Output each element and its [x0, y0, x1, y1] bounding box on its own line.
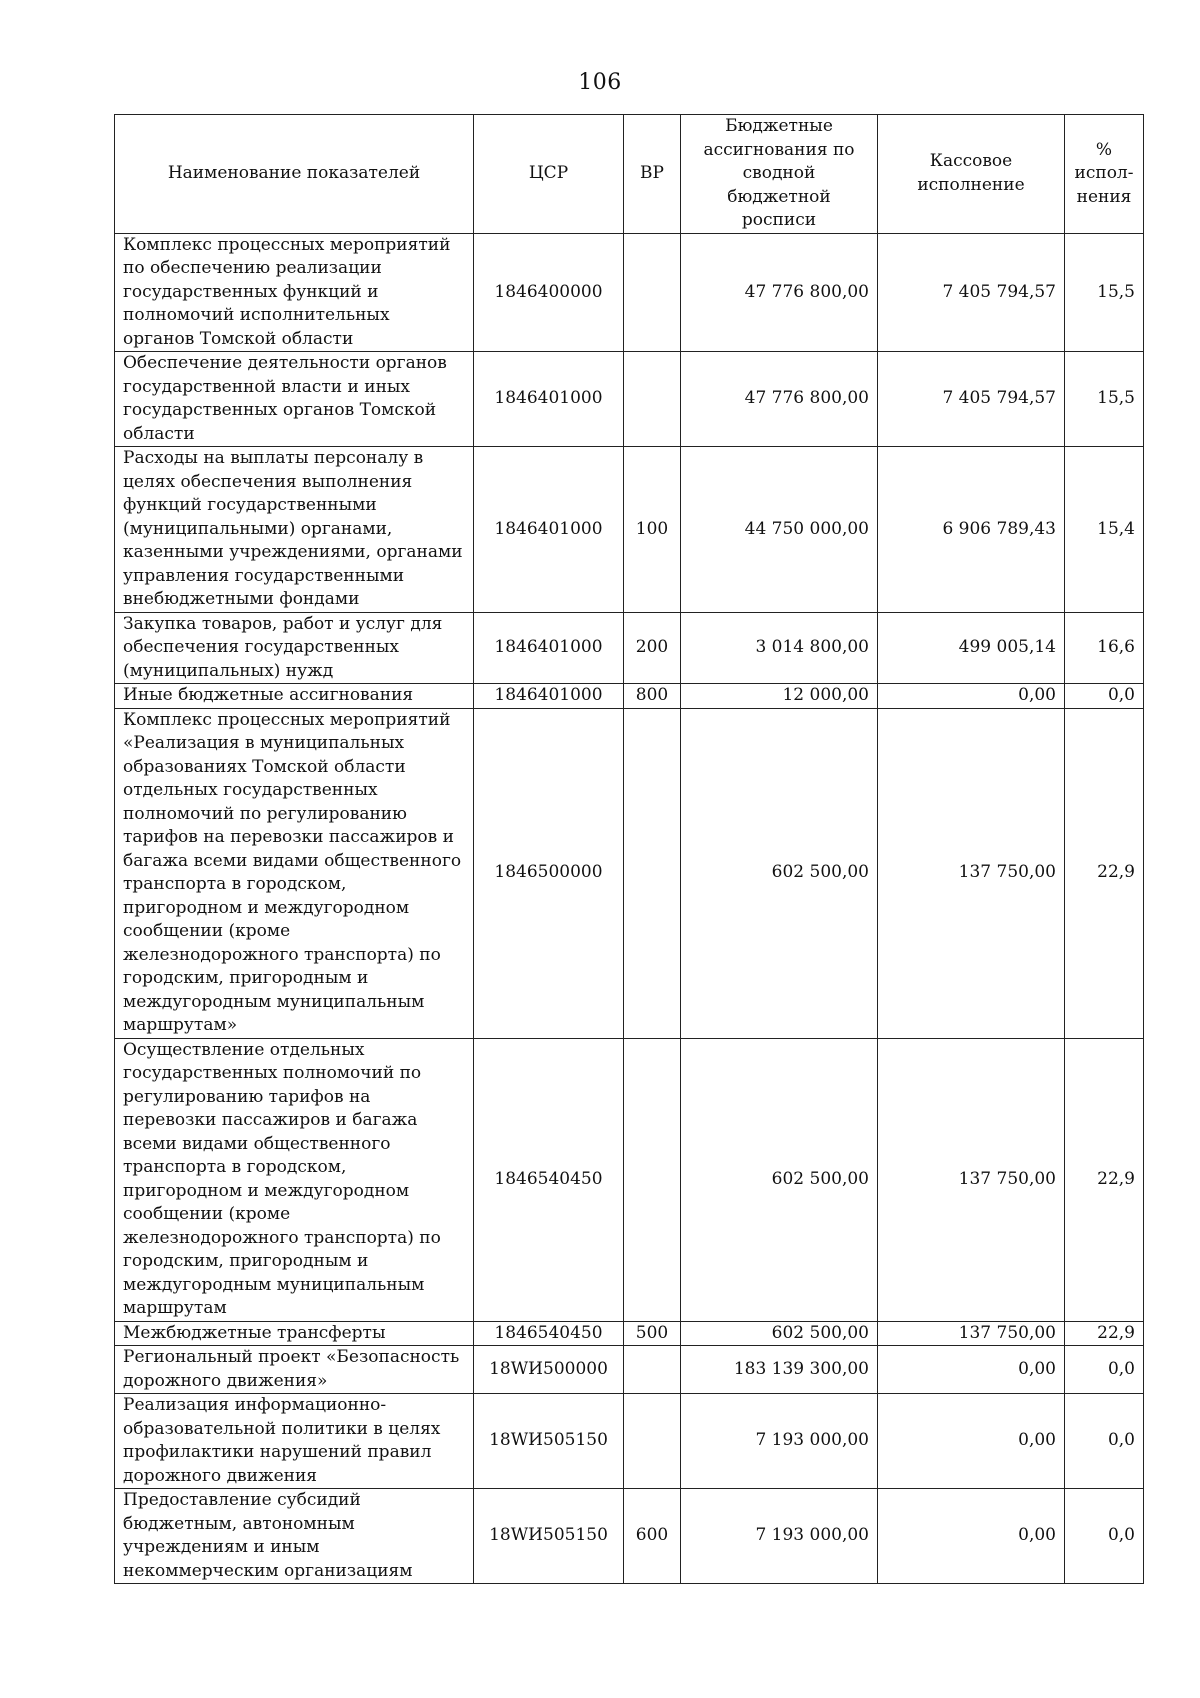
row-vr: 500: [624, 1321, 681, 1346]
row-name: Закупка товаров, работ и услуг для обеспечения государственных (муниципальных) нужд: [115, 612, 474, 684]
row-percent: 0,0: [1065, 1346, 1144, 1394]
table-row: [115, 447, 1144, 613]
table-row: [115, 1346, 1144, 1394]
row-csr: 18WИ505150: [474, 1394, 624, 1489]
row-cash: 137 750,00: [878, 1321, 1065, 1346]
row-cash: 137 750,00: [878, 1038, 1065, 1321]
table-row: [115, 352, 1144, 447]
row-cash: 6 906 789,43: [878, 447, 1065, 613]
row-budget: 602 500,00: [681, 708, 878, 1038]
row-name: Предоставление субсидий бюджетным, автономным учреждениям и иным некоммерческим организациям: [115, 1489, 474, 1584]
table-row: [115, 708, 1144, 1038]
row-name: Комплекс процессных мероприятий по обеспечению реализации государственных функций и полномочий исполнительных органов Томской области: [115, 233, 474, 352]
row-percent: 22,9: [1065, 708, 1144, 1038]
table-row: [115, 1394, 1144, 1489]
page-number: 106: [578, 70, 622, 95]
header-cash: Кассовое исполнение: [878, 115, 1065, 234]
row-cash: 0,00: [878, 1394, 1065, 1489]
table-row: [115, 1321, 1144, 1346]
row-budget: 602 500,00: [681, 1038, 878, 1321]
row-csr: 18WИ500000: [474, 1346, 624, 1394]
row-budget: 47 776 800,00: [681, 352, 878, 447]
header-name: Наименование показателей: [115, 115, 474, 234]
row-percent: 15,4: [1065, 447, 1144, 613]
header-csr: ЦСР: [474, 115, 624, 234]
row-name: Обеспечение деятельности органов государственной власти и иных государственных органов Томской области: [115, 352, 474, 447]
row-csr: 1846540450: [474, 1038, 624, 1321]
row-percent: 22,9: [1065, 1321, 1144, 1346]
row-cash: 137 750,00: [878, 708, 1065, 1038]
row-csr: 1846401000: [474, 352, 624, 447]
row-budget: 47 776 800,00: [681, 233, 878, 352]
row-name: Иные бюджетные ассигнования: [115, 684, 474, 709]
row-percent: 0,0: [1065, 1489, 1144, 1584]
header-vr: ВР: [624, 115, 681, 234]
row-budget: 602 500,00: [681, 1321, 878, 1346]
row-vr: 200: [624, 612, 681, 684]
row-name: Реализация информационно-образовательной политики в целях профилактики нарушений правил дорожного движения: [115, 1394, 474, 1489]
row-csr: 1846401000: [474, 684, 624, 709]
table-row: [115, 233, 1144, 352]
row-percent: 15,5: [1065, 233, 1144, 352]
row-csr: 1846540450: [474, 1321, 624, 1346]
row-budget: 7 193 000,00: [681, 1394, 878, 1489]
row-name: Региональный проект «Безопасность дорожного движения»: [115, 1346, 474, 1394]
header-budget: Бюджетные ассигнования по сводной бюджетной росписи: [681, 115, 878, 234]
row-cash: 0,00: [878, 1489, 1065, 1584]
row-name: Расходы на выплаты персоналу в целях обеспечения выполнения функций государственными (муниципальными) органами, казенными учреждениями, органами управления государственными внебюджетными фондами: [115, 447, 474, 613]
row-cash: 0,00: [878, 684, 1065, 709]
row-name: Комплекс процессных мероприятий «Реализация в муниципальных образованиях Томской области отдельных государственных полномочий по регулированию тарифов на перевозки пассажиров и багажа всеми видами общественного транспорта в городском, пригородном и междугородном сообщении (кроме железнодорожного транспорта) по городским, пригородным и междугородным муниципальным маршрутам»: [115, 708, 474, 1038]
row-csr: 1846500000: [474, 708, 624, 1038]
row-name: Осуществление отдельных государственных полномочий по регулированию тарифов на перевозки пассажиров и багажа всеми видами общественного транспорта в городском, пригородном и междугородном сообщении (кроме железнодорожного транспорта) по городским, пригородным и междугородным муниципальным маршрутам: [115, 1038, 474, 1321]
row-cash: 7 405 794,57: [878, 233, 1065, 352]
row-budget: 183 139 300,00: [681, 1346, 878, 1394]
row-name: Межбюджетные трансферты: [115, 1321, 474, 1346]
table-row: [115, 612, 1144, 684]
row-percent: 15,5: [1065, 352, 1144, 447]
row-vr: [624, 708, 681, 1038]
header-percent: % испол-нения: [1065, 115, 1144, 234]
row-cash: 499 005,14: [878, 612, 1065, 684]
row-cash: 0,00: [878, 1346, 1065, 1394]
row-vr: 600: [624, 1489, 681, 1584]
row-budget: 7 193 000,00: [681, 1489, 878, 1584]
row-budget: 3 014 800,00: [681, 612, 878, 684]
row-percent: 0,0: [1065, 1394, 1144, 1489]
budget-execution-table: [114, 114, 1144, 1584]
row-csr: 18WИ505150: [474, 1489, 624, 1584]
row-budget: 12 000,00: [681, 684, 878, 709]
table-row: [115, 684, 1144, 709]
row-vr: [624, 1038, 681, 1321]
table-header-row: [115, 115, 1144, 234]
row-cash: 7 405 794,57: [878, 352, 1065, 447]
row-vr: [624, 1346, 681, 1394]
row-vr: 100: [624, 447, 681, 613]
row-vr: [624, 1394, 681, 1489]
row-vr: 800: [624, 684, 681, 709]
row-percent: 0,0: [1065, 684, 1144, 709]
row-csr: 1846401000: [474, 612, 624, 684]
row-vr: [624, 233, 681, 352]
row-vr: [624, 352, 681, 447]
table-row: [115, 1038, 1144, 1321]
row-budget: 44 750 000,00: [681, 447, 878, 613]
table-row: [115, 1489, 1144, 1584]
row-percent: 22,9: [1065, 1038, 1144, 1321]
row-percent: 16,6: [1065, 612, 1144, 684]
row-csr: 1846401000: [474, 447, 624, 613]
row-csr: 1846400000: [474, 233, 624, 352]
